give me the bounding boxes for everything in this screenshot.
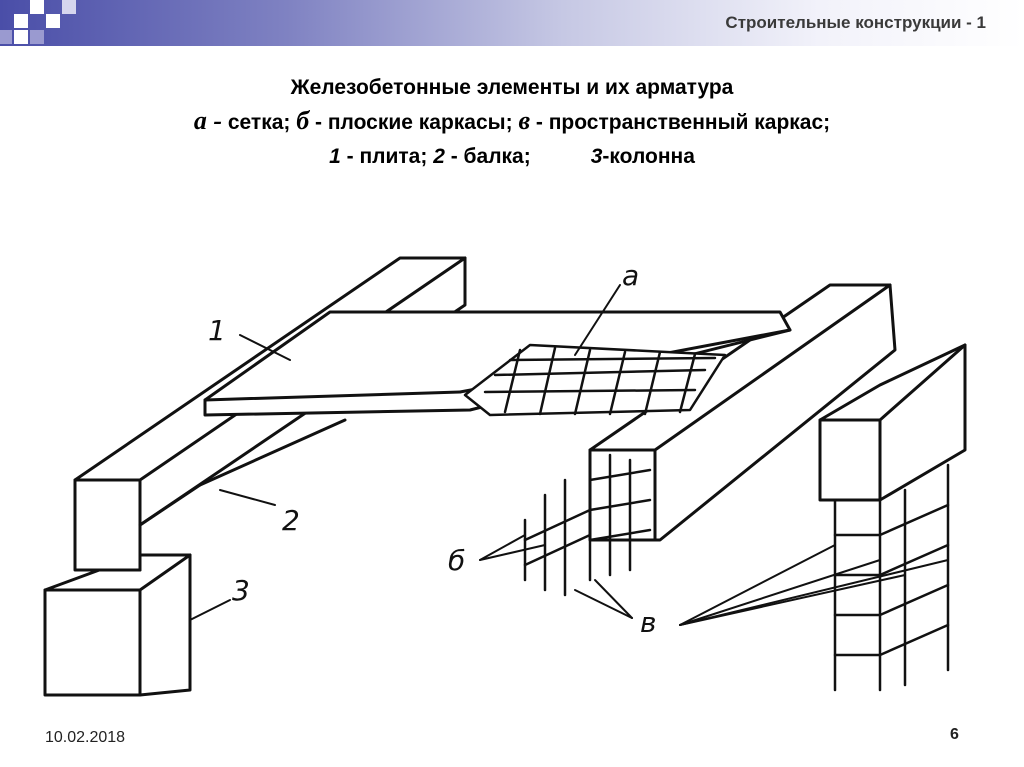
title-line-1: Железобетонные элементы и их арматура bbox=[290, 76, 734, 99]
legend-num-2: 2 bbox=[433, 145, 445, 168]
legend-text-b: - плоские каркасы; bbox=[309, 111, 519, 134]
legend-letter-v: в bbox=[518, 106, 531, 135]
label-beam: 2 bbox=[282, 504, 300, 537]
legend-letter-a: а - bbox=[193, 106, 222, 135]
label-flat-frames: б bbox=[448, 544, 466, 577]
column-3 bbox=[45, 555, 190, 695]
page-number: 6 bbox=[950, 726, 959, 743]
label-slab: 1 bbox=[208, 314, 226, 347]
footer-date: 10.02.2018 bbox=[45, 729, 126, 746]
label-spatial-frame: в bbox=[640, 606, 657, 639]
label-column: 3 bbox=[232, 574, 250, 607]
legend-num-3: 3 bbox=[590, 145, 603, 168]
legend-letter-b: б bbox=[296, 106, 310, 135]
slide-header-title: Строительные конструкции - 1 bbox=[725, 13, 986, 32]
legend-num-1: 1 bbox=[329, 145, 341, 168]
legend-text-1: - плита; bbox=[340, 145, 434, 168]
label-mesh: а bbox=[622, 259, 640, 292]
legend-text-v: - пространственный каркас; bbox=[530, 111, 831, 134]
legend-text-a: сетка; bbox=[222, 111, 297, 134]
legend-text-2: - балка; bbox=[444, 145, 531, 168]
legend-text-3: -колонна bbox=[602, 145, 695, 168]
flat-frames bbox=[525, 455, 650, 595]
